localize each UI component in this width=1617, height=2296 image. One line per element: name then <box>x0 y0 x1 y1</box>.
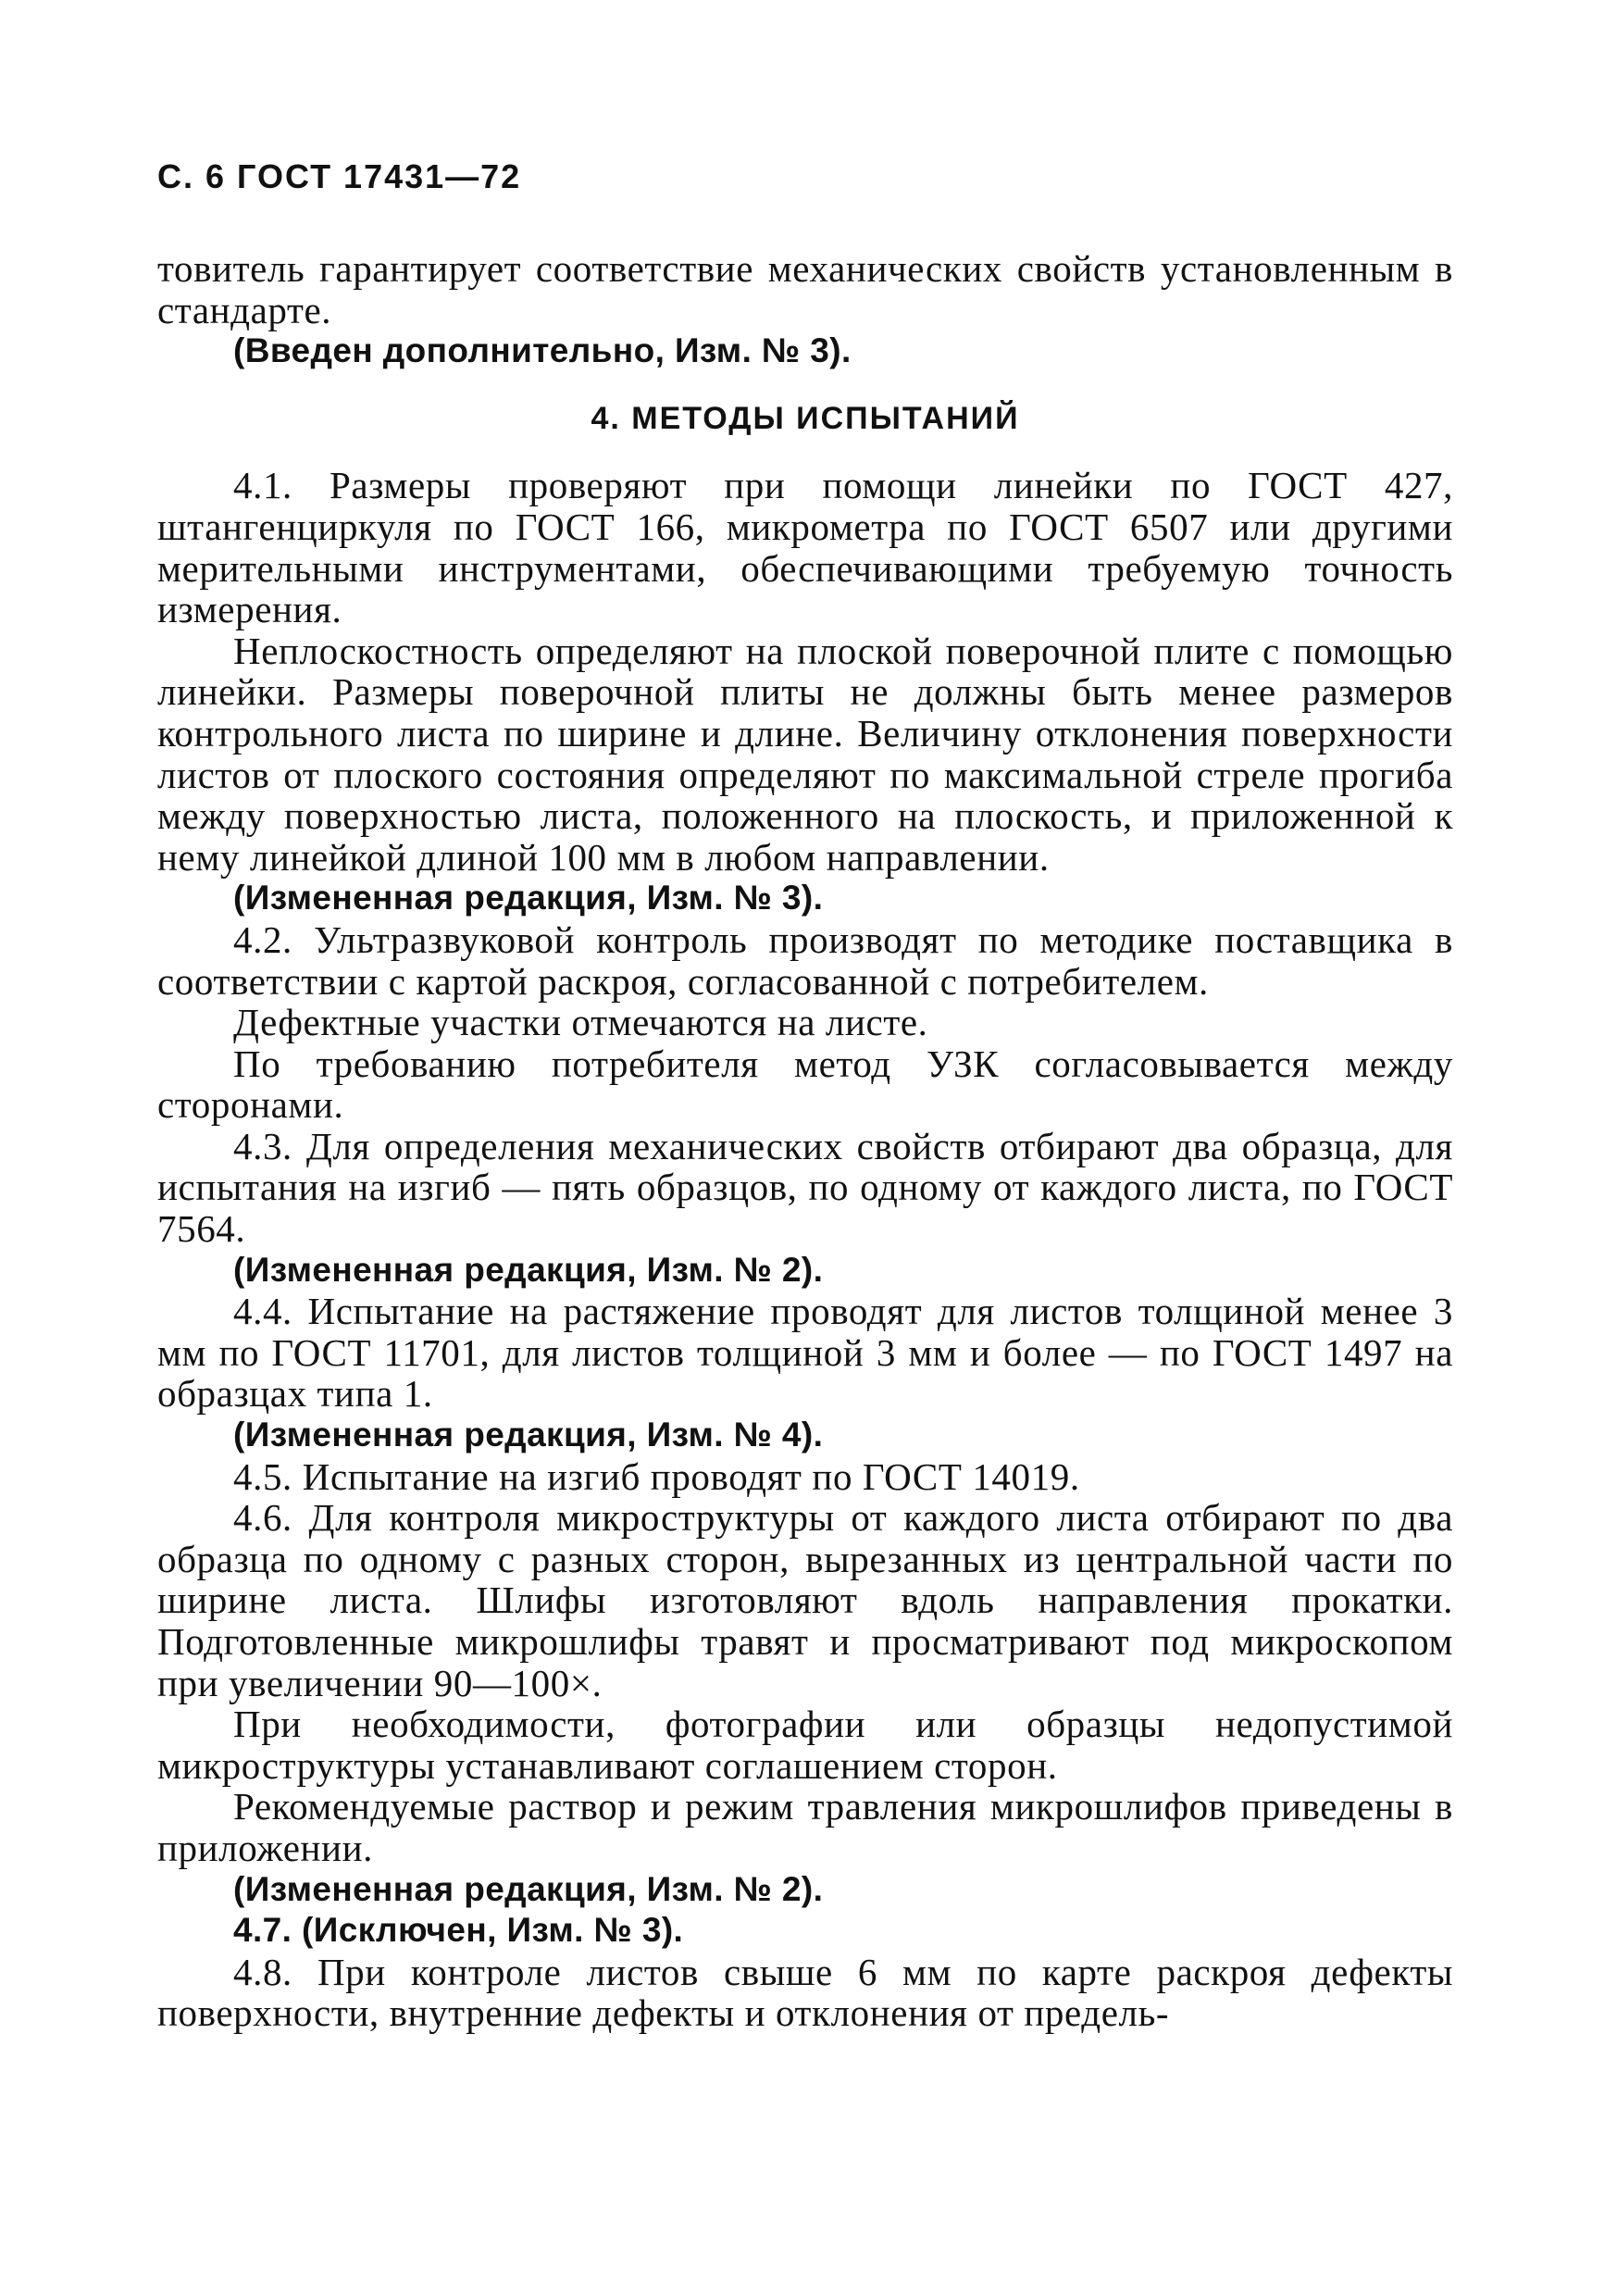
paragraph-4-6-etching: Рекомендуемые раствор и режим травления микрошлифов приведены в приложении. <box>157 1785 1453 1869</box>
amendment-note: (Измененная редакция, Изм. № 2). <box>233 1250 824 1289</box>
document-body <box>157 248 1453 2034</box>
paragraph-4-2-method: По требованию потребителя метод УЗК согласовывается между сторонами. <box>157 1042 1453 1127</box>
paragraph-4-5: 4.5. Испытание на изгиб проводят по ГОСТ 14019. <box>233 1454 1080 1498</box>
paragraph-4-3: 4.3. Для определения механических свойств отбирают два образца, для испытания на изгиб — пять образцов, по одному от каждого листа, по ГОСТ 7564. <box>157 1124 1453 1251</box>
paragraph-intro: товитель гарантирует соответствие механических свойств установленным в стандарте. <box>157 247 1453 331</box>
amendment-note: (Введен дополнительно, Изм. № 3). <box>233 331 852 370</box>
paragraph-4-7-excluded: 4.7. (Исключен, Изм. № 3). <box>233 1911 684 1950</box>
paragraph-4-8: 4.8. При контроле листов свыше 6 мм по карте раскроя дефекты поверхности, внутренние дефекты и отклонения от предель- <box>157 1950 1453 2035</box>
paragraph-4-1: 4.1. Размеры проверяют при помощи линейки по ГОСТ 427, штангенциркуля по ГОСТ 166, микрометра по ГОСТ 6507 или другими мерительными инструментами, обеспечивающими требуемую точность измерения. <box>157 464 1453 631</box>
page-header: С. 6 ГОСТ 17431—72 <box>157 157 522 195</box>
amendment-note: (Измененная редакция, Изм. № 4). <box>233 1416 824 1454</box>
paragraph-4-6: 4.6. Для контроля микроструктуры от каждого листа отбирают по два образца по одному с разных сторон, вырезанных из центральной части по ширине листа. Шлифы изготовляют вдоль направления прокатки. Подготовленные микрошлифы травят и просматривают под микроскопом при увеличении 90—100×. <box>157 1496 1453 1704</box>
paragraph-4-2-defects: Дефектные участки отмечаются на листе. <box>233 1001 928 1044</box>
paragraph-4-4: 4.4. Испытание на растяжение проводят для листов толщиной менее 3 мм по ГОСТ 11701, для листов толщиной 3 мм и более — по ГОСТ 1497 на образцах типа 1. <box>157 1290 1453 1416</box>
paragraph-4-2: 4.2. Ультразвуковой контроль производят по методике поставщика в соответствии с картой раскроя, согласованной с потребителем. <box>157 917 1453 1003</box>
paragraph-4-1-flatness: Неплоскостность определяют на плоской поверочной плите с помощью линейки. Размеры поверочной плиты не должны быть менее размеров контрольного листа по ширине и длине. Величину отклонения поверхности листов от плоского состояния определяют по максимальной стреле прогиба между поверхностью листа, положенного на плоскость, и приложенной к нему линейкой длиной 100 мм в любом направлении. <box>157 629 1453 879</box>
amendment-note: (Измененная редакция, Изм. № 2). <box>233 1869 824 1908</box>
section-title: 4. МЕТОДЫ ИСПЫТАНИЙ <box>591 400 1020 436</box>
paragraph-4-6-photos: При необходимости, фотографии или образцы недопустимой микроструктуры устанавливают соглашением сторон. <box>157 1703 1453 1787</box>
amendment-note: (Измененная редакция, Изм. № 3). <box>233 879 824 917</box>
